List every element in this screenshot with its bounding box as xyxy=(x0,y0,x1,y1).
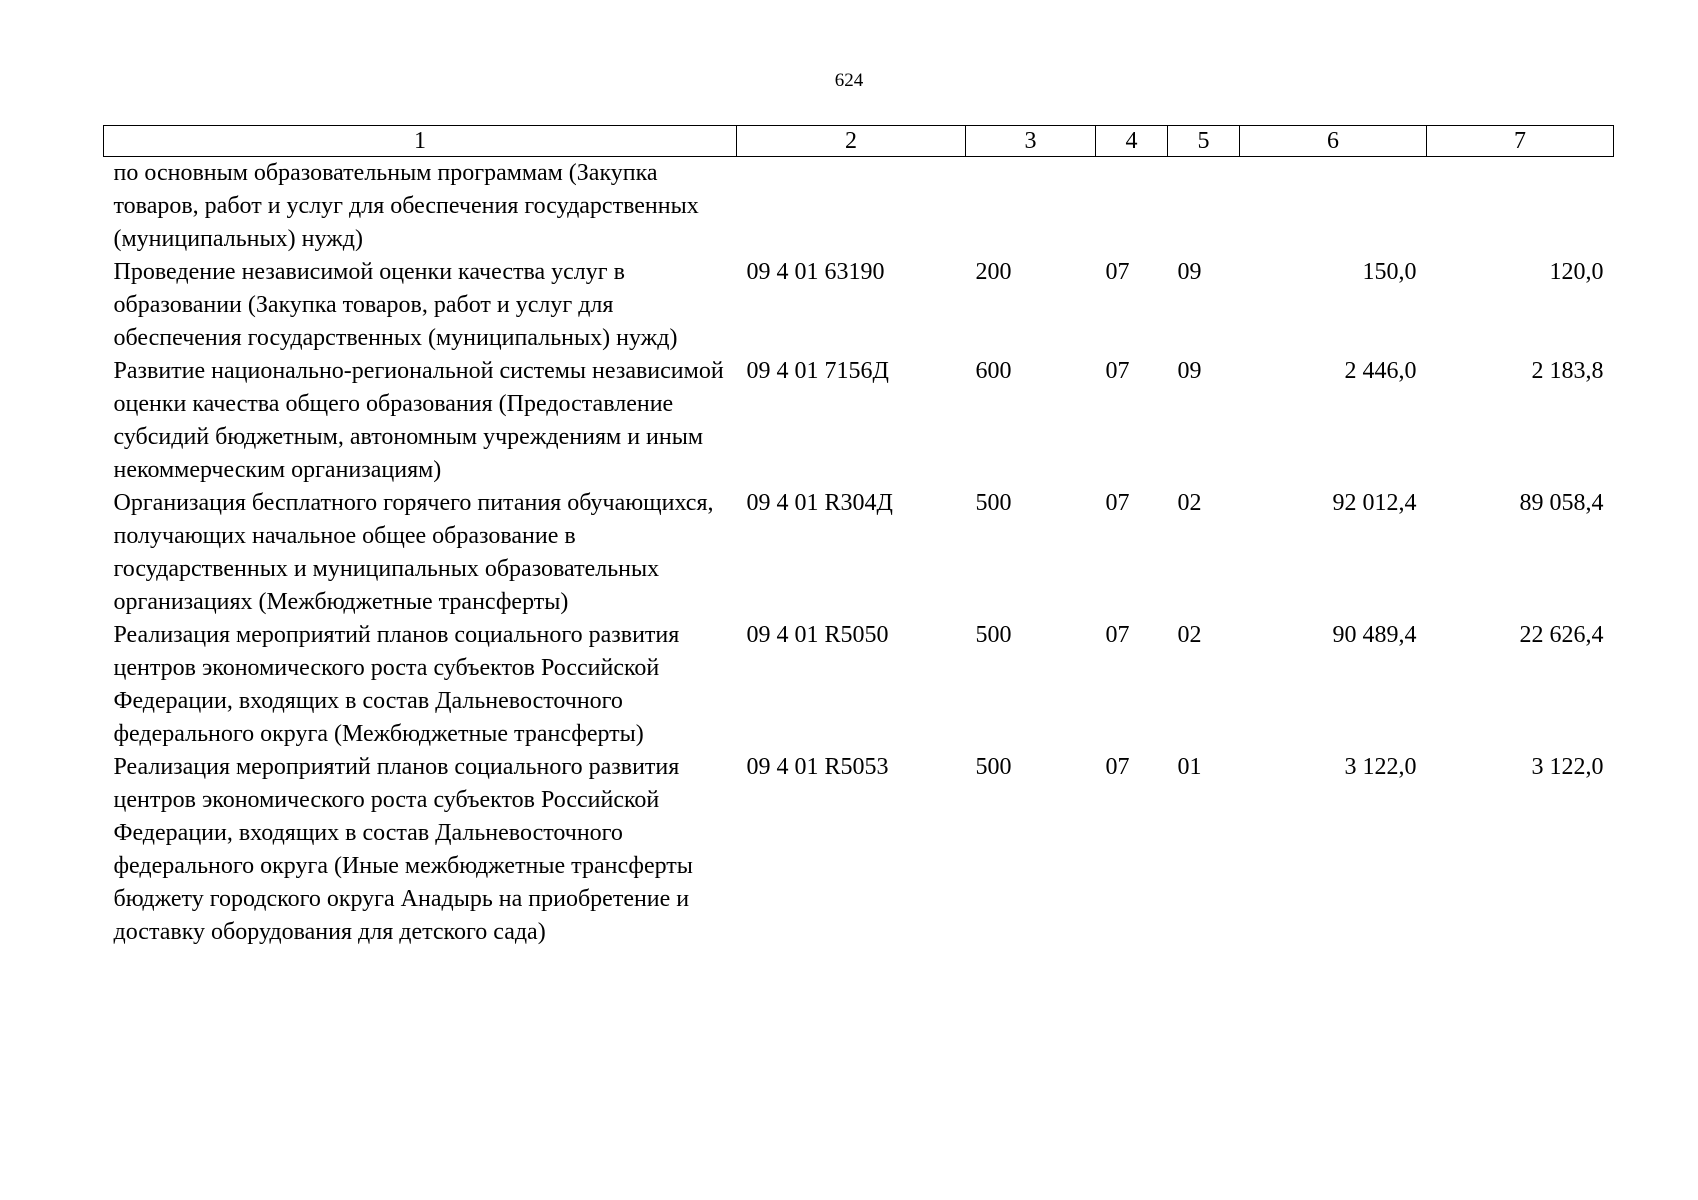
table-body xyxy=(104,157,1614,950)
row-type: 600 xyxy=(975,358,1012,384)
table-row xyxy=(104,487,1614,619)
column-header-1: 1 xyxy=(104,126,737,157)
row-type: 200 xyxy=(975,259,1012,285)
row-section: 07 xyxy=(1105,754,1130,780)
row-type: 500 xyxy=(975,490,1012,516)
row-section: 07 xyxy=(1105,358,1130,384)
row-code: 09 4 01 7156Д xyxy=(746,358,889,384)
row-amount-1: 150,0 xyxy=(1362,259,1417,285)
row-name: по основным образовательным программам (Закупка товаров, работ и услуг для обеспечения государственных (муниципальных) нужд) xyxy=(113,160,699,252)
row-subsection: 09 xyxy=(1177,358,1202,384)
row-code: 09 4 01 63190 xyxy=(746,259,885,285)
row-code: 09 4 01 R5050 xyxy=(746,622,889,648)
row-type: 500 xyxy=(975,754,1012,780)
row-amount-1 xyxy=(1240,157,1427,257)
row-amount-1: 90 489,4 xyxy=(1332,622,1417,648)
row-code: 09 4 01 R304Д xyxy=(746,490,893,516)
column-header-7: 7 xyxy=(1427,126,1614,157)
row-subsection: 09 xyxy=(1177,259,1202,285)
table-row xyxy=(104,751,1614,949)
row-section xyxy=(1096,157,1168,257)
row-code xyxy=(737,157,966,257)
row-amount-2: 2 183,8 xyxy=(1531,358,1604,384)
row-amount-2: 22 626,4 xyxy=(1519,622,1604,648)
row-section: 07 xyxy=(1105,490,1130,516)
column-header-4: 4 xyxy=(1096,126,1168,157)
row-amount-1: 3 122,0 xyxy=(1344,754,1417,780)
row-amount-2: 3 122,0 xyxy=(1531,754,1604,780)
row-name: Реализация мероприятий планов социального развития центров экономического роста субъектов Российской Федерации, входящих в состав Дальневосточного федерального округа (Межбюджетные трансферты) xyxy=(113,622,680,747)
row-name: Развитие национально-региональной системы независимой оценки качества общего образования (Предоставление субсидий бюджетным, автономным учреждениям и иным некоммерческим организациям) xyxy=(113,358,724,483)
column-header-3: 3 xyxy=(966,126,1096,157)
row-amount-2: 120,0 xyxy=(1549,259,1604,285)
row-section: 07 xyxy=(1105,259,1130,285)
row-amount-2 xyxy=(1427,157,1614,257)
table-row xyxy=(104,619,1614,751)
row-name: Проведение независимой оценки качества услуг в образовании (Закупка товаров, работ и услуг для обеспечения государственных (муниципальных) нужд) xyxy=(113,259,678,351)
page-number: 624 xyxy=(834,70,864,91)
row-name: Реализация мероприятий планов социального развития центров экономического роста субъектов Российской Федерации, входящих в состав Дальневосточного федерального округа (Иные межбюджетные трансферты бюджету городского округа Анадырь на приобретение и доставку оборудования для детского сада) xyxy=(113,754,693,945)
row-subsection: 01 xyxy=(1177,754,1202,780)
table-row xyxy=(104,157,1614,257)
column-header-6: 6 xyxy=(1240,126,1427,157)
table-row xyxy=(104,355,1614,487)
row-amount-1: 92 012,4 xyxy=(1332,490,1417,516)
table-header xyxy=(104,126,1614,157)
row-subsection: 02 xyxy=(1177,622,1202,648)
row-subsection xyxy=(1168,157,1240,257)
table-row xyxy=(104,256,1614,355)
row-type xyxy=(966,157,1096,257)
row-type: 500 xyxy=(975,622,1012,648)
budget-table xyxy=(103,125,1614,949)
header-row xyxy=(104,126,1614,157)
row-section: 07 xyxy=(1105,622,1130,648)
row-amount-2: 89 058,4 xyxy=(1519,490,1604,516)
column-header-2: 2 xyxy=(737,126,966,157)
row-amount-1: 2 446,0 xyxy=(1344,358,1417,384)
column-header-5: 5 xyxy=(1168,126,1240,157)
row-code: 09 4 01 R5053 xyxy=(746,754,889,780)
row-name: Организация бесплатного горячего питания обучающихся, получающих начальное общее образование в государственных и муниципальных образовательных организациях (Межбюджетные трансферты) xyxy=(113,490,714,615)
row-subsection: 02 xyxy=(1177,490,1202,516)
